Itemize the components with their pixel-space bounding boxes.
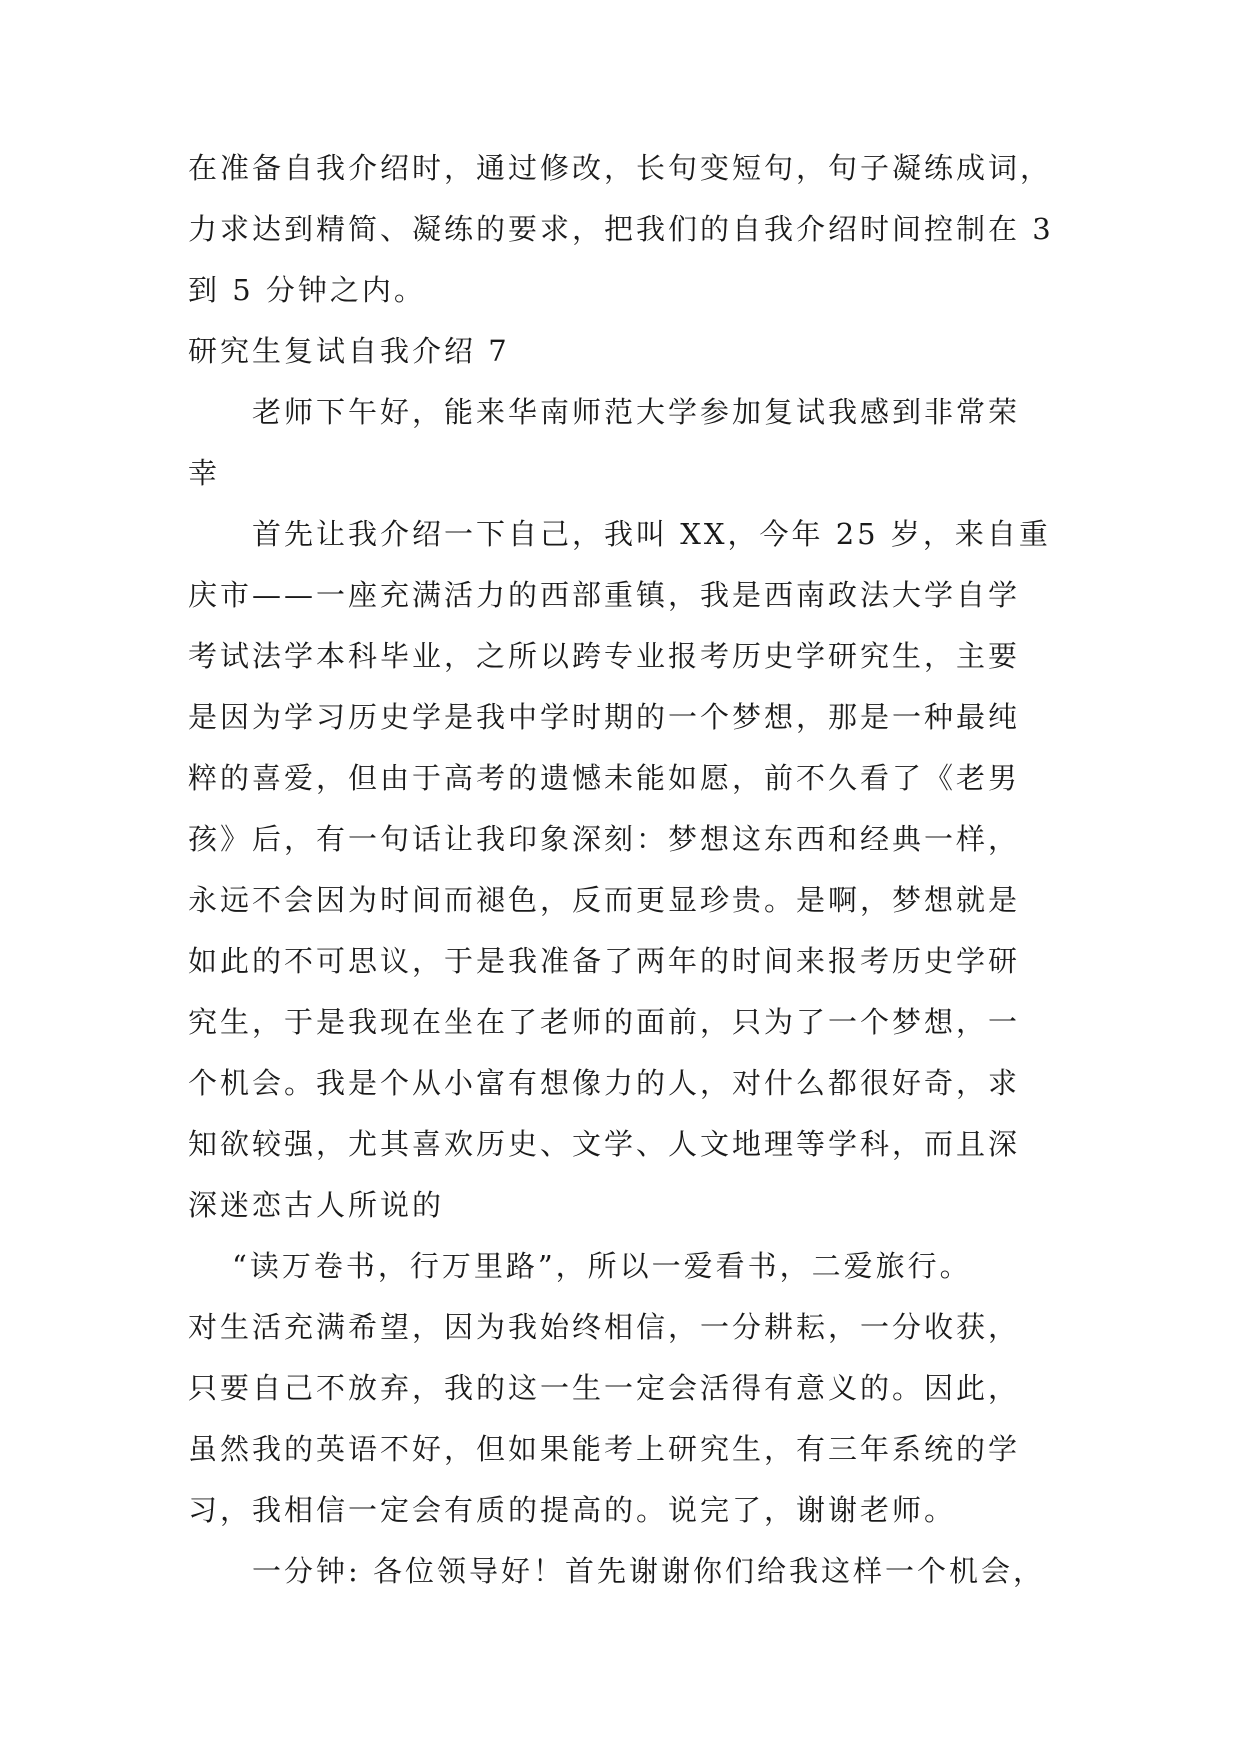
paragraph-line: 首先让我介绍一下自己，我叫 XX，今年 25 岁，来自重 — [252, 517, 1051, 551]
paragraph-line: 粹的喜爱，但由于高考的遗憾未能如愿，前不久看了《老男 — [188, 761, 1021, 795]
paragraph-line: 幸 — [188, 456, 221, 490]
paragraph-line: 虽然我的英语不好，但如果能考上研究生，有三年系统的学 — [188, 1432, 1021, 1466]
paragraph-line: 到 5 分钟之内。 — [188, 273, 426, 307]
paragraph-line: “读万卷书，行万里路”，所以一爱看书，二爱旅行。 — [232, 1249, 972, 1283]
paragraph-line: 庆市——一座充满活力的西部重镇，我是西南政法大学自学 — [188, 578, 1021, 612]
section-heading: 研究生复试自我介绍 7 — [188, 334, 510, 368]
paragraph-line: 知欲较强，尤其喜欢历史、文学、人文地理等学科，而且深 — [188, 1127, 1021, 1161]
paragraph-line: 如此的不可思议，于是我准备了两年的时间来报考历史学研 — [188, 944, 1021, 978]
paragraph-line: 个机会。我是个从小富有想像力的人，对什么都很好奇，求 — [188, 1066, 1021, 1100]
paragraph-line: 是因为学习历史学是我中学时期的一个梦想，那是一种最纯 — [188, 700, 1021, 734]
paragraph-line: 在准备自我介绍时，通过修改，长句变短句，句子凝练成词， — [188, 151, 1053, 185]
paragraph-line: 老师下午好，能来华南师范大学参加复试我感到非常荣 — [252, 395, 1021, 429]
paragraph-line: 孩》后，有一句话让我印象深刻：梦想这东西和经典一样， — [188, 822, 1021, 856]
paragraph-line: 考试法学本科毕业，之所以跨专业报考历史学研究生，主要 — [188, 639, 1021, 673]
paragraph-line: 究生，于是我现在坐在了老师的面前，只为了一个梦想，一 — [188, 1005, 1021, 1039]
paragraph-line: 永远不会因为时间而褪色，反而更显珍贵。是啊，梦想就是 — [188, 883, 1021, 917]
paragraph-line: 深迷恋古人所说的 — [188, 1188, 445, 1222]
paragraph-line: 对生活充满希望，因为我始终相信，一分耕耘，一分收获， — [188, 1310, 1021, 1344]
paragraph-line: 习，我相信一定会有质的提高的。说完了，谢谢老师。 — [188, 1493, 957, 1527]
document-body — [188, 138, 1058, 1602]
paragraph-line: 力求达到精简、凝练的要求，把我们的自我介绍时间控制在 3 — [188, 212, 1054, 246]
paragraph-line: 只要自己不放弃，我的这一生一定会活得有意义的。因此， — [188, 1371, 1021, 1405]
paragraph-line: 一分钟: 各位领导好！首先谢谢你们给我这样一个机会， — [252, 1554, 1045, 1588]
